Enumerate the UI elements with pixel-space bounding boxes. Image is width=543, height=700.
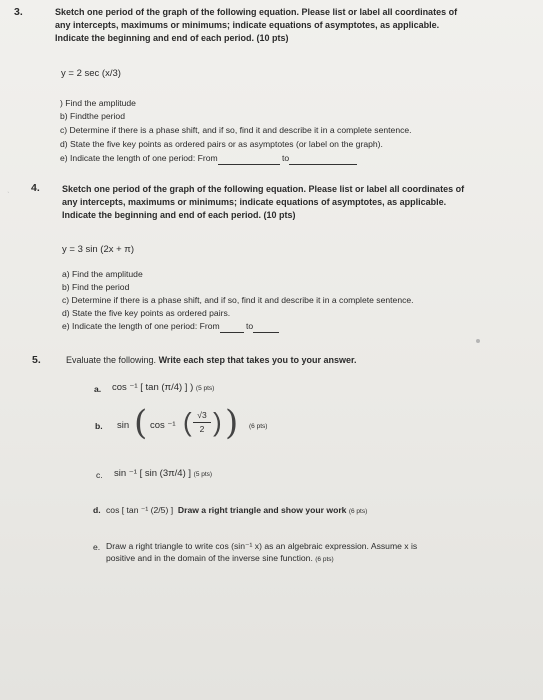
q3-from-blank[interactable] (218, 153, 280, 165)
q4-from-blank[interactable] (220, 321, 244, 333)
q4-prompt-line2: any intercepts, maximums or minimums; indicate equations of asymptotes, as applicable. (62, 197, 447, 207)
worksheet-page: 3. Sketch one period of the graph of the following equation. Please list or label all coordinates of any intercepts, maximums or minimums; indicate equations of asymptotes, as applicable. Indicate the beginning and end of each period. (10 pts) y = 2 sec (x/3) ) Find the amplitude b) Findthe period c) Determine if there is a phase shift, and if so, find it and describe it in a complete sentence. d) State the five key points as ordered pairs or as asymptotes (or label on the graph). e) Indicate the length of one period: From to ˎ 4. Sketch one period of the graph of the following equation. Please list or label all coordinates of any intercepts, maximums or minimums; indicate equations of asymptotes, as applicable. Indicate the beginning and end of each period. (10 pts) y = 3 sin (2x + π) a) Find the amplitude b) Find the period c) Determine if there is a phase shift, and if so, find it and describe it in a complete sentence. d) State the five key points as ordered pairs. e) Indicate the length of one period: From to 5. Evaluate the following. Write each step that takes you to your answer. a. cos ⁻¹ [ tan (π/4) ] ) (5 pts) b. sin ( cos ⁻¹ ( √3 2 ) ) (6 pts) c. sin ⁻¹ [ sin (3π/4) ] (5 pts) d. cos [ tan ⁻¹ (2/5) ] Draw a right triangle and show your work (6 pts) e. Draw a right triangle to write cos (sin⁻¹ x) as an algebraic expression. Assume x is positive and in the domain of the inverse sine function. (6 pts) (0, 0, 543, 700)
q4-to-blank[interactable] (253, 321, 279, 333)
q3-item-a: ) Find the amplitude (60, 98, 136, 108)
q5c-label: c. (96, 470, 103, 480)
q3-item-b: b) Findthe period (60, 111, 125, 121)
q4-prompt-line1: Sketch one period of the graph of the following equation. Please list or label all coordinates of (62, 184, 465, 194)
q4-item-a: a) Find the amplitude (62, 269, 143, 279)
q5d-expression: cos [ tan ⁻¹ (2/5) ] Draw a right triangle and show your work (6 pts) (106, 505, 368, 515)
q3-to-label: to (282, 153, 290, 163)
q3-item-c: c) Determine if there is a phase shift, and if so, find it and describe it in a complete sentence. (60, 125, 412, 135)
check-mark-icon: ˎ (7, 183, 10, 193)
q3-prompt-line3: Indicate the beginning and end of each period. (10 pts) (55, 33, 289, 43)
q4-prompt-line3: Indicate the beginning and end of each period. (10 pts) (62, 210, 296, 220)
q4-equation: y = 3 sin (2x + π) (62, 244, 135, 255)
q4-item-c: c) Determine if there is a phase shift, and if so, find it and describe it in a complete sentence. (62, 295, 414, 305)
q4-number: 4. (31, 182, 40, 194)
q5e-line1: Draw a right triangle to write cos (sin⁻¹ x) as an algebraic expression. Assume x is (106, 541, 418, 551)
q4-to-label: to (246, 321, 254, 331)
q3-prompt-line1: Sketch one period of the graph of the following equation. Please list or label all coordinates of (55, 7, 458, 17)
stray-dot (476, 339, 480, 343)
q5-prompt: Evaluate the following. Write each step that takes you to your answer. (66, 355, 357, 365)
q5b-label: b. (95, 421, 103, 431)
q3-number: 3. (14, 6, 23, 18)
q5c-expression: sin ⁻¹ [ sin (3π/4) ] (5 pts) (114, 468, 213, 479)
q5d-label: d. (93, 505, 101, 515)
q3-prompt-line2: any intercepts, maximums or minimums; indicate equations of asymptotes, as applicable. (55, 20, 440, 30)
q5e-label: e. (93, 542, 101, 552)
q3-equation: y = 2 sec (x/3) (61, 68, 121, 79)
q5a-expression: cos ⁻¹ [ tan (π/4) ] ) (5 pts) (112, 382, 215, 393)
q3-item-e: e) Indicate the length of one period: From to (60, 153, 357, 165)
q5a-label: a. (94, 384, 102, 394)
q3-to-blank[interactable] (289, 153, 357, 165)
q5-number: 5. (32, 354, 41, 366)
q4-item-d: d) State the five key points as ordered pairs. (62, 308, 231, 318)
q5e-line2: positive and in the domain of the inverse sine function. (6 pts) (106, 553, 334, 563)
q4-item-e: e) Indicate the length of one period: From to (62, 321, 279, 333)
q4-item-b: b) Find the period (62, 282, 130, 292)
q3-item-d: d) State the five key points as ordered pairs or as asymptotes (or label on the graph). (60, 139, 383, 149)
